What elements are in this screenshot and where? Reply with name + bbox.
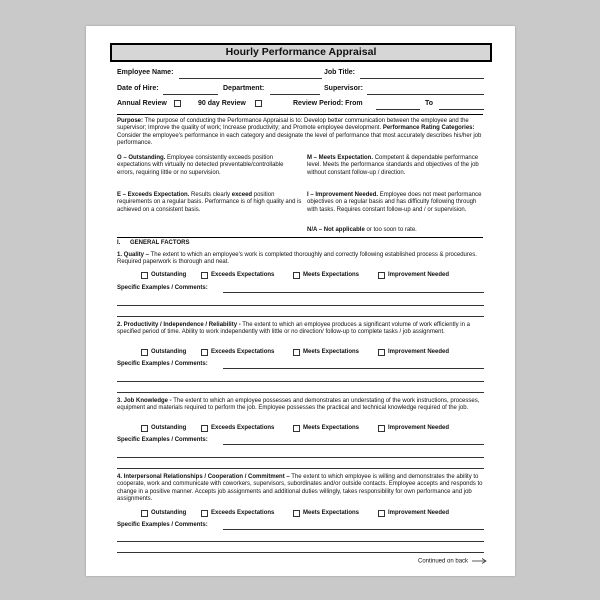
purpose-text: The purpose of conducting the Performance Appraisal is to: Develop better communication between the employee and the supervisor; Improve the quality of work; Increase productivity; and Promote employee development. [117,118,469,132]
comments-line[interactable] [117,392,484,393]
rating-m-label: M – Meets Expectation. [307,155,374,161]
supervisor-field[interactable] [367,94,484,95]
comments-line[interactable] [223,529,484,530]
rating-m-text: Competent & dependable performance level. Meets the performance standards and objectives of the job without constant follow-up / direction. [307,155,479,176]
rating-na-text: or too soon to rate. [364,227,417,233]
factor-title: 1. Quality – [117,252,150,258]
improvement-needed-checkbox[interactable] [378,272,385,279]
comments-line[interactable] [117,541,484,542]
annual-review-label: Annual Review [117,100,167,107]
rating-o-label: O – Outstanding. [117,155,166,161]
outstanding-checkbox[interactable] [141,349,148,356]
job-title-field[interactable] [360,78,484,79]
comments-label: Specific Examples / Comments: [117,522,208,528]
option-label: Improvement Needed [388,272,450,278]
department-label: Department: [223,85,265,92]
outstanding-checkbox[interactable] [141,510,148,517]
employee-name-field[interactable] [179,78,322,79]
option-label: Meets Expectations [303,510,360,516]
option-label: Outstanding [151,425,187,431]
rating-improvement [307,192,485,214]
review-period-from-label: Review Period: From [293,100,363,107]
comments-line[interactable] [223,444,484,445]
factor-text: The extent to which an employee's work is completed thoroughly and correctly following established process & procedures. Required paperwork is thorough and neat. [117,252,477,266]
option-label: Outstanding [151,510,187,516]
date-of-hire-field[interactable] [163,94,218,95]
comments-line[interactable] [117,552,484,553]
option-label: Exceeds Expectations [211,510,275,516]
exceeds-expectations-checkbox[interactable] [201,349,208,356]
outstanding-checkbox[interactable] [141,425,148,432]
meets-expectations-checkbox[interactable] [293,425,300,432]
outstanding-checkbox[interactable] [141,272,148,279]
comments-line[interactable] [117,468,484,469]
factor-text: The extent to which an employee produces a significant volume of work efficiently in a specified period of time. Ability to work independently with little or no direction/ follow-up to complete tasks / job assignment. [117,322,470,336]
improvement-needed-checkbox[interactable] [378,425,385,432]
improvement-needed-checkbox[interactable] [378,349,385,356]
comments-line[interactable] [223,368,484,369]
factor-title: 4. Interpersonal Relationships / Cooperation / Commitment – [117,474,290,480]
continued-on-back [418,558,488,566]
comments-line[interactable] [117,305,484,306]
divider [117,114,483,115]
review-to-field[interactable] [439,109,484,110]
option-label: Improvement Needed [388,349,450,355]
review-from-field[interactable] [376,109,420,110]
meets-expectations-checkbox[interactable] [293,272,300,279]
rating-i-text: Employee does not meet performance objectives on a regular basis and has difficulty following through with tasks. Requires constant follow-up and / or supervision. [307,192,482,213]
exceeds-expectations-checkbox[interactable] [201,510,208,517]
improvement-needed-checkbox[interactable] [378,510,385,517]
purpose-paragraph [117,118,484,147]
option-label: Outstanding [151,349,187,355]
rating-e-bold: exceed [231,192,253,198]
factor-title: 2. Productivity / Independence / Reliability - [117,322,241,328]
option-label: Exceeds Expectations [211,272,275,278]
comments-label: Specific Examples / Comments: [117,437,208,443]
option-label: Outstanding [151,272,187,278]
factor-job-knowledge [117,398,484,413]
comments-line[interactable] [117,381,484,382]
form-page [86,26,515,576]
exceeds-expectations-checkbox[interactable] [201,272,208,279]
option-label: Improvement Needed [388,510,450,516]
day90-review-checkbox[interactable] [255,100,262,107]
supervisor-label: Supervisor: [324,85,363,92]
rating-categories-text: Consider the employee's performance in each category and designate the level of performance that most accurately describes his/her job performance. [117,132,482,146]
option-label: Meets Expectations [303,349,360,355]
rating-i-label: I – Improvement Needed. [307,192,379,198]
comments-label: Specific Examples / Comments: [117,285,208,291]
annual-review-checkbox[interactable] [174,100,181,107]
rating-na-label: N/A – Not applicable [307,227,365,233]
arrow-right-icon [472,558,488,564]
option-label: Exceeds Expectations [211,425,275,431]
option-label: Meets Expectations [303,425,360,431]
job-title-label: Job Title: [324,69,355,76]
comments-line[interactable] [117,316,484,317]
rating-exceeds [117,192,302,214]
review-to-label: To [425,100,434,107]
factor-text: The extent to which employee is willing and demonstrates the ability to cooperate, work and communicate with coworkers, supervisors, subordinates and/or outside contacts. Employee accepts and responds to change in a positive manner. Accepts job assignments and additional duties willingly, takes responsibility for own performance and job assignments. [117,474,483,502]
day90-review-label: 90 day Review [198,100,246,107]
rating-categories-label: Performance Rating Categories: [382,125,475,132]
exceeds-expectations-checkbox[interactable] [201,425,208,432]
section-number: I. [117,240,121,246]
factor-productivity [117,322,484,337]
comments-line[interactable] [223,292,484,293]
meets-expectations-checkbox[interactable] [293,510,300,517]
option-label: Improvement Needed [388,425,450,431]
comments-label: Specific Examples / Comments: [117,361,208,367]
purpose-label: Purpose: [117,118,144,124]
department-field[interactable] [270,94,320,95]
factor-title: 3. Job Knowledge - [117,398,172,404]
rating-e-text-1: Results clearly [189,192,232,198]
divider [117,237,483,238]
employee-name-label: Employee Name: [117,69,174,76]
section-title: GENERAL FACTORS [130,240,190,246]
factor-quality [117,252,484,267]
option-label: Meets Expectations [303,272,360,278]
continued-text: Continued on back [418,558,469,565]
form-title: Hourly Performance Appraisal [110,43,492,62]
rating-meets [307,155,485,177]
rating-outstanding [117,155,302,177]
rating-e-text-2: position requirements on a regular basis. Performance is of high quality and is achieved on a consistent basis. [117,192,302,213]
rating-na [307,227,485,234]
date-of-hire-label: Date of Hire: [117,85,159,92]
comments-line[interactable] [117,457,484,458]
factor-text: The extent to which an employee possesses and demonstrates an understating of the work instructions, processes, equipment and materials required to perform the job. Employee possesses the practical and technical knowledge required of the job. [117,398,480,412]
factor-interpersonal [117,474,484,503]
option-label: Exceeds Expectations [211,349,275,355]
rating-e-label: E – Exceeds Expectation. [117,192,190,198]
rating-o-text: Employee consistently exceeds position expectations with virtually no detected preventable/controllable errors, requiring little or no supervision. [117,155,284,176]
meets-expectations-checkbox[interactable] [293,349,300,356]
